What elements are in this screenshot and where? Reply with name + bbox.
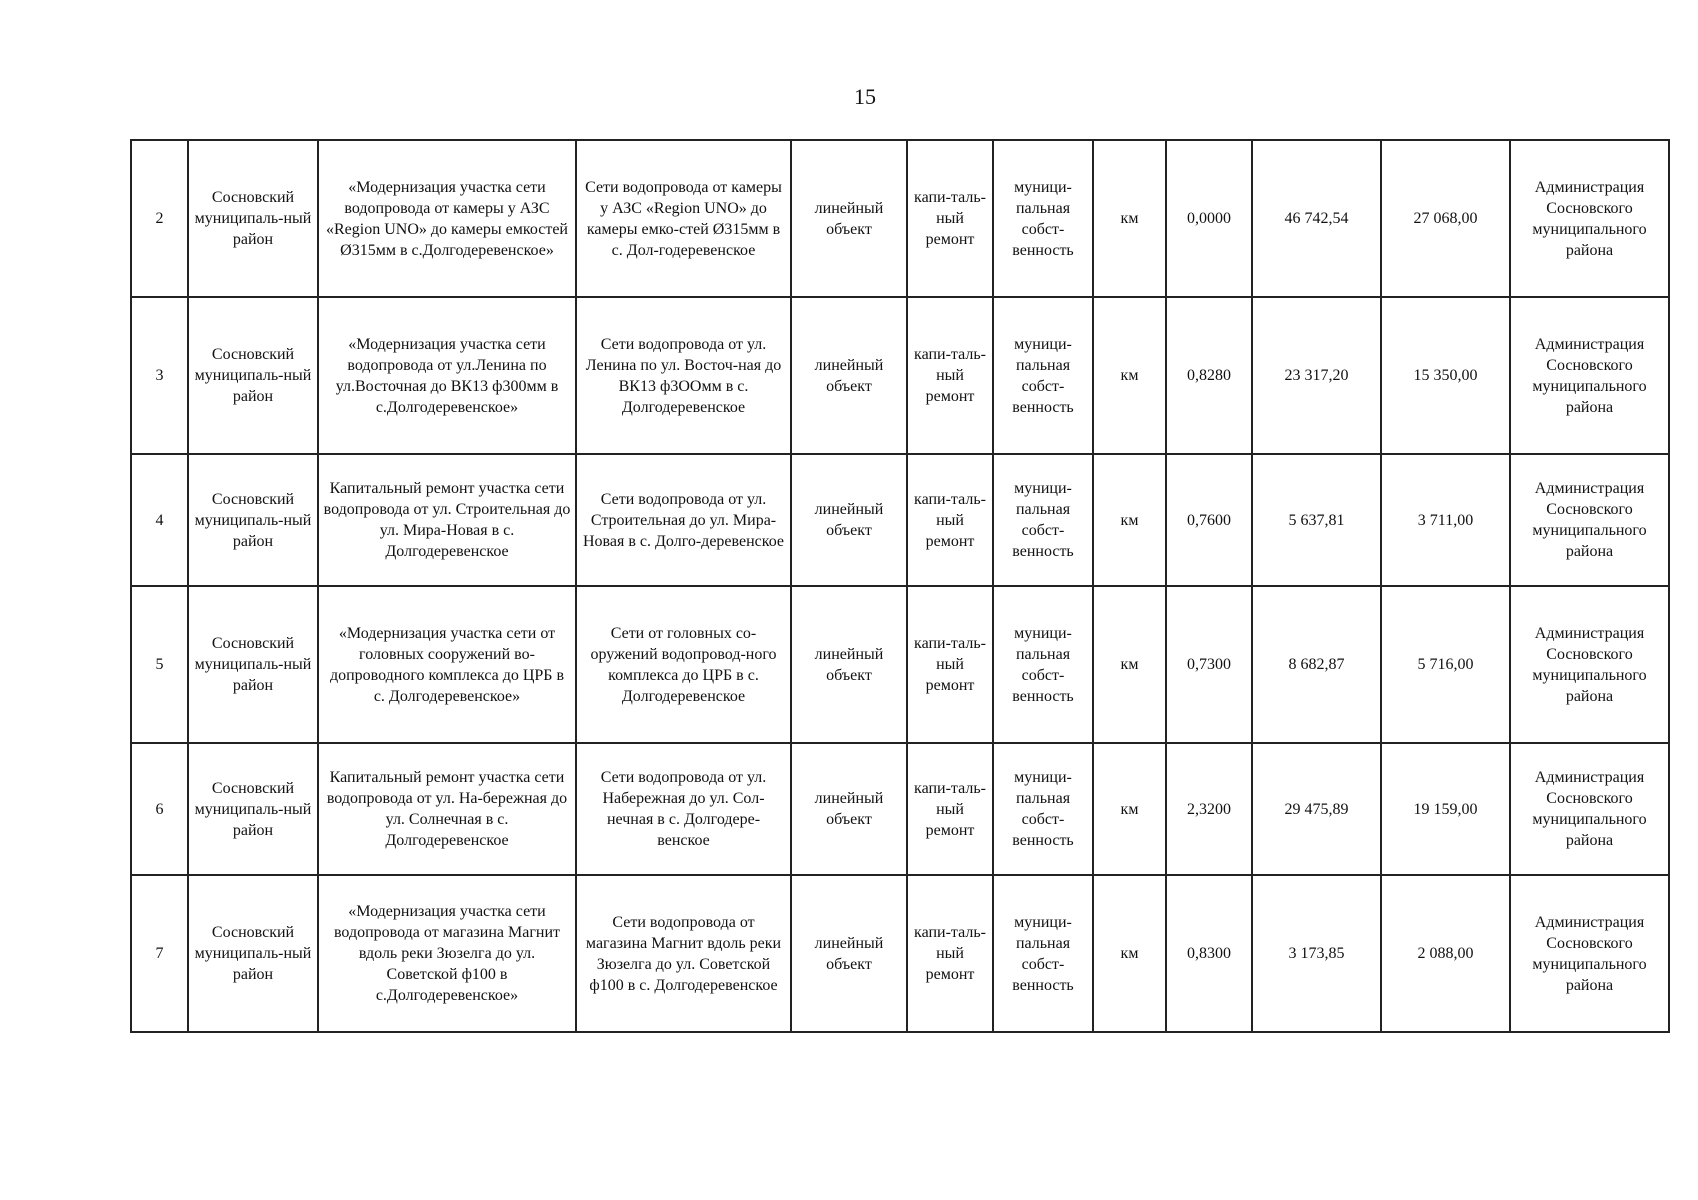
- cost-part: 3 711,00: [1381, 454, 1510, 586]
- ownership: муници-пальная собст-венность: [993, 586, 1093, 743]
- object-type: линейный объект: [791, 743, 907, 875]
- responsible-body: Администрация Сосновского муниципального района: [1510, 586, 1669, 743]
- work-type: капи-таль-ный ремонт: [907, 743, 993, 875]
- unit: км: [1093, 586, 1166, 743]
- length-value: 2,3200: [1166, 743, 1252, 875]
- ownership: муници-пальная собст-венность: [993, 454, 1093, 586]
- row-number: 6: [131, 743, 188, 875]
- ownership: муници-пальная собст-венность: [993, 743, 1093, 875]
- object-description: Сети водопровода от камеры у АЗС «Region UNO» до камеры емко-стей Ø315мм в с. Дол-годеревенское: [576, 140, 791, 297]
- project-name: «Модернизация участка сети водопровода от камеры у АЗС «Region UNO» до камеры емкостей Ø315мм в с.Долгодеревенское»: [318, 140, 576, 297]
- object-description: Сети водопровода от ул. Набережная до ул. Сол-нечная в с. Долгодере-венское: [576, 743, 791, 875]
- work-type: капи-таль-ный ремонт: [907, 875, 993, 1032]
- unit: км: [1093, 140, 1166, 297]
- unit: км: [1093, 454, 1166, 586]
- cost-total: 29 475,89: [1252, 743, 1381, 875]
- work-type: капи-таль-ный ремонт: [907, 454, 993, 586]
- object-type: линейный объект: [791, 875, 907, 1032]
- municipality: Сосновский муниципаль-ный район: [188, 743, 318, 875]
- cost-total: 3 173,85: [1252, 875, 1381, 1032]
- unit: км: [1093, 743, 1166, 875]
- row-number: 4: [131, 454, 188, 586]
- unit: км: [1093, 875, 1166, 1032]
- object-description: Сети водопровода от ул. Строительная до ул. Мира-Новая в с. Долго-деревенское: [576, 454, 791, 586]
- responsible-body: Администрация Сосновского муниципального района: [1510, 875, 1669, 1032]
- cost-total: 8 682,87: [1252, 586, 1381, 743]
- object-description: Сети водопровода от магазина Магнит вдоль реки Зюзелга до ул. Советской ф100 в с. Долгодеревенское: [576, 875, 791, 1032]
- cost-part: 19 159,00: [1381, 743, 1510, 875]
- cost-part: 2 088,00: [1381, 875, 1510, 1032]
- responsible-body: Администрация Сосновского муниципального района: [1510, 140, 1669, 297]
- responsible-body: Администрация Сосновского муниципального района: [1510, 743, 1669, 875]
- cost-part: 15 350,00: [1381, 297, 1510, 454]
- cost-total: 23 317,20: [1252, 297, 1381, 454]
- table-row: [131, 586, 1669, 743]
- project-name: Капитальный ремонт участка сети водопровода от ул. Строительная до ул. Мира-Новая в с. Долгодеревенское: [318, 454, 576, 586]
- row-number: 7: [131, 875, 188, 1032]
- cost-part: 5 716,00: [1381, 586, 1510, 743]
- table-row: [131, 743, 1669, 875]
- ownership: муници-пальная собст-венность: [993, 297, 1093, 454]
- length-value: 0,0000: [1166, 140, 1252, 297]
- object-type: линейный объект: [791, 586, 907, 743]
- length-value: 0,7600: [1166, 454, 1252, 586]
- row-number: 3: [131, 297, 188, 454]
- table-row: [131, 140, 1669, 297]
- work-type: капи-таль-ный ремонт: [907, 586, 993, 743]
- cost-part: 27 068,00: [1381, 140, 1510, 297]
- cost-total: 46 742,54: [1252, 140, 1381, 297]
- ownership: муници-пальная собст-венность: [993, 140, 1093, 297]
- cost-total: 5 637,81: [1252, 454, 1381, 586]
- work-type: капи-таль-ный ремонт: [907, 297, 993, 454]
- work-type: капи-таль-ный ремонт: [907, 140, 993, 297]
- municipality: Сосновский муниципаль-ный район: [188, 586, 318, 743]
- object-type: линейный объект: [791, 454, 907, 586]
- object-description: Сети водопровода от ул. Ленина по ул. Восточ-ная до ВК13 ф3ООмм в с. Долгодеревенское: [576, 297, 791, 454]
- length-value: 0,8280: [1166, 297, 1252, 454]
- municipality: Сосновский муниципаль-ный район: [188, 140, 318, 297]
- row-number: 5: [131, 586, 188, 743]
- project-name: «Модернизация участка сети водопровода от ул.Ленина по ул.Восточная до ВК13 ф300мм в с.Долгодеревенское»: [318, 297, 576, 454]
- length-value: 0,8300: [1166, 875, 1252, 1032]
- object-type: линейный объект: [791, 297, 907, 454]
- municipality: Сосновский муниципаль-ный район: [188, 454, 318, 586]
- project-name: «Модернизация участка сети водопровода от магазина Магнит вдоль реки Зюзелга до ул. Советской ф100 в с.Долгодеревенское»: [318, 875, 576, 1032]
- project-name: Капитальный ремонт участка сети водопровода от ул. На-бережная до ул. Солнечная в с. Долгодеревенское: [318, 743, 576, 875]
- table-row: [131, 454, 1669, 586]
- municipality: Сосновский муниципаль-ный район: [188, 297, 318, 454]
- responsible-body: Администрация Сосновского муниципального района: [1510, 454, 1669, 586]
- unit: км: [1093, 297, 1166, 454]
- responsible-body: Администрация Сосновского муниципального района: [1510, 297, 1669, 454]
- row-number: 2: [131, 140, 188, 297]
- projects-table: [130, 139, 1670, 1033]
- page-number: 15: [854, 84, 876, 109]
- municipality: Сосновский муниципаль-ный район: [188, 875, 318, 1032]
- ownership: муници-пальная собст-венность: [993, 875, 1093, 1032]
- table-row: [131, 875, 1669, 1032]
- object-description: Сети от головных со-оружений водопровод-ного комплекса до ЦРБ в с. Долгодеревенское: [576, 586, 791, 743]
- table-row: [131, 297, 1669, 454]
- project-name: «Модернизация участка сети от головных сооружений во-допроводного комплекса до ЦРБ в с. Долгодеревенское»: [318, 586, 576, 743]
- object-type: линейный объект: [791, 140, 907, 297]
- length-value: 0,7300: [1166, 586, 1252, 743]
